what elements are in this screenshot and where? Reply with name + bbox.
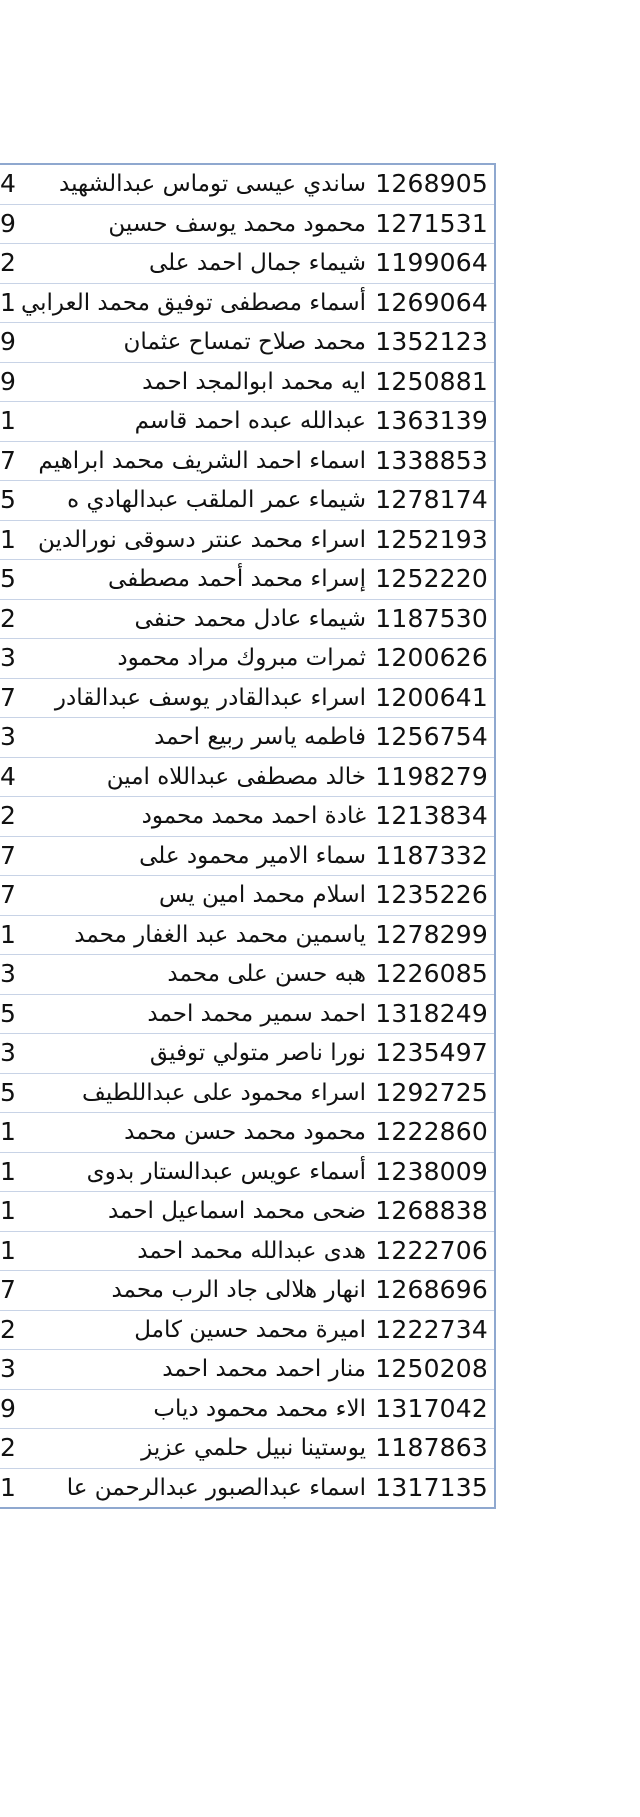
row-edge-digit: 1 bbox=[0, 287, 16, 317]
row-edge-digit: 9 bbox=[0, 1393, 16, 1423]
row-id: 1213834 bbox=[375, 801, 488, 830]
table-row bbox=[0, 205, 494, 245]
table-row bbox=[0, 758, 494, 798]
table-row bbox=[0, 165, 494, 205]
row-name: منار احمد محمد احمد bbox=[162, 1356, 366, 1382]
row-edge-digit: 7 bbox=[0, 682, 16, 712]
table-row bbox=[0, 1429, 494, 1469]
row-name: اسلام محمد امين يس bbox=[159, 882, 366, 908]
row-edge-digit: 5 bbox=[0, 485, 16, 514]
row-name: إسراء محمد أحمد مصطفى bbox=[108, 566, 366, 592]
row-id: 1250881 bbox=[375, 366, 488, 396]
table-row bbox=[0, 1232, 494, 1272]
row-edge-digit: 3 bbox=[0, 643, 16, 672]
row-edge-digit: 1 bbox=[0, 1472, 16, 1502]
row-id: 1187332 bbox=[375, 840, 488, 870]
row-id: 1200626 bbox=[375, 643, 488, 672]
row-edge-digit: 5 bbox=[0, 1077, 16, 1107]
row-edge-digit: 1 bbox=[0, 524, 16, 554]
row-edge-digit: 3 bbox=[0, 959, 16, 988]
row-name: شيماء جمال احمد على bbox=[149, 250, 366, 276]
row-id: 1238009 bbox=[375, 1156, 488, 1186]
row-name: غادة احمد محمد محمود bbox=[141, 803, 366, 829]
row-edge-digit: 7 bbox=[0, 445, 16, 475]
row-edge-digit: 9 bbox=[0, 366, 16, 396]
row-edge-digit: 7 bbox=[0, 880, 16, 909]
row-id: 1317135 bbox=[375, 1472, 488, 1502]
row-edge-digit: 9 bbox=[0, 327, 16, 356]
row-name: الاء محمد محمود دياب bbox=[153, 1395, 366, 1422]
row-id: 1278174 bbox=[375, 485, 488, 514]
row-edge-digit: 1 bbox=[0, 1156, 16, 1186]
row-id: 1256754 bbox=[375, 722, 488, 751]
table-row bbox=[0, 916, 494, 956]
row-edge-digit: 4 bbox=[0, 761, 16, 791]
row-name: أسماء مصطفى توفيق محمد العرابي bbox=[20, 289, 366, 316]
table-row bbox=[0, 1074, 494, 1114]
table-row bbox=[0, 363, 494, 403]
table-row bbox=[0, 481, 494, 521]
table-row bbox=[0, 639, 494, 679]
row-name: ياسمين محمد عبد الغفار محمد bbox=[74, 921, 366, 948]
row-id: 1317042 bbox=[375, 1393, 488, 1423]
table-row bbox=[0, 718, 494, 758]
row-name: شيماء عمر الملقب عبدالهادي ه bbox=[67, 487, 366, 513]
table-row bbox=[0, 1311, 494, 1351]
row-name: فاطمه ياسر ربيع احمد bbox=[154, 724, 366, 750]
table-row bbox=[0, 1390, 494, 1430]
table-row bbox=[0, 442, 494, 482]
row-edge-digit: 2 bbox=[0, 1433, 16, 1462]
row-edge-digit: 1 bbox=[0, 1196, 16, 1225]
row-id: 1200641 bbox=[375, 682, 488, 712]
row-edge-digit: 2 bbox=[0, 248, 16, 277]
table-row bbox=[0, 284, 494, 324]
row-name: هبه حسن على محمد bbox=[167, 961, 366, 987]
row-id: 1252193 bbox=[375, 524, 488, 554]
table-row bbox=[0, 244, 494, 284]
names-table bbox=[0, 163, 496, 1509]
row-name: اميرة محمد حسين كامل bbox=[134, 1316, 366, 1343]
row-name: نورا ناصر متولي توفيق bbox=[149, 1040, 366, 1066]
row-id: 1187530 bbox=[375, 603, 488, 633]
row-edge-digit: 1 bbox=[0, 919, 16, 949]
row-name: خالد مصطفى عبداللاه امين bbox=[106, 763, 366, 790]
table-row bbox=[0, 995, 494, 1035]
table-row bbox=[0, 679, 494, 719]
row-name: اسراء محمد عنتر دسوقى نورالدين bbox=[38, 526, 366, 553]
row-id: 1352123 bbox=[375, 327, 488, 356]
table-row bbox=[0, 402, 494, 442]
table-row bbox=[0, 323, 494, 363]
table-row bbox=[0, 1271, 494, 1311]
row-name: انهار هلالى جاد الرب محمد bbox=[111, 1277, 366, 1303]
row-name: محمود محمد حسن محمد bbox=[124, 1119, 366, 1145]
table-row bbox=[0, 521, 494, 561]
row-edge-digit: 2 bbox=[0, 1314, 16, 1344]
table-row bbox=[0, 600, 494, 640]
row-id: 1268696 bbox=[375, 1275, 488, 1304]
row-id: 1278299 bbox=[375, 919, 488, 949]
row-edge-digit: 1 bbox=[0, 406, 16, 435]
row-id: 1363139 bbox=[375, 406, 488, 435]
row-id: 1252220 bbox=[375, 564, 488, 593]
row-name: ثمرات مبروك مراد محمود bbox=[117, 645, 366, 671]
row-name: ضحى محمد اسماعيل احمد bbox=[107, 1198, 366, 1224]
row-id: 1235226 bbox=[375, 880, 488, 909]
row-name: محمود محمد يوسف حسين bbox=[108, 210, 366, 237]
table-row bbox=[0, 797, 494, 837]
table-row bbox=[0, 876, 494, 916]
row-name: سماء الامير محمود على bbox=[139, 842, 366, 869]
row-edge-digit: 3 bbox=[0, 1354, 16, 1383]
table-row bbox=[0, 1469, 494, 1508]
table-row bbox=[0, 1113, 494, 1153]
row-id: 1222734 bbox=[375, 1314, 488, 1344]
table-row bbox=[0, 560, 494, 600]
row-id: 1199064 bbox=[375, 248, 488, 277]
row-edge-digit: 7 bbox=[0, 840, 16, 870]
row-edge-digit: 1 bbox=[0, 1117, 16, 1146]
row-id: 1269064 bbox=[375, 287, 488, 317]
row-edge-digit: 4 bbox=[0, 169, 16, 198]
row-name: احمد سمير محمد احمد bbox=[147, 1000, 366, 1027]
row-edge-digit: 5 bbox=[0, 998, 16, 1028]
row-name: محمد صلاح تمساح عثمان bbox=[123, 329, 366, 355]
row-id: 1318249 bbox=[375, 998, 488, 1028]
table-row bbox=[0, 1350, 494, 1390]
table-row bbox=[0, 955, 494, 995]
row-name: شيماء عادل محمد حنفى bbox=[134, 605, 366, 632]
row-edge-digit: 7 bbox=[0, 1275, 16, 1304]
row-id: 1226085 bbox=[375, 959, 488, 988]
row-edge-digit: 2 bbox=[0, 801, 16, 830]
row-id: 1222860 bbox=[375, 1117, 488, 1146]
row-name: هدى عبدالله محمد احمد bbox=[137, 1237, 366, 1264]
row-id: 1268838 bbox=[375, 1196, 488, 1225]
row-id: 1222706 bbox=[375, 1235, 488, 1265]
row-name: اسراء عبدالقادر يوسف عبدالقادر bbox=[54, 684, 366, 711]
table-row bbox=[0, 837, 494, 877]
row-id: 1338853 bbox=[375, 445, 488, 475]
row-id: 1235497 bbox=[375, 1038, 488, 1067]
row-id: 1268905 bbox=[375, 169, 488, 198]
row-name: اسراء محمود على عبداللطيف bbox=[82, 1079, 366, 1106]
row-name: أسماء عويس عبدالستار بدوى bbox=[86, 1158, 366, 1185]
table-row bbox=[0, 1192, 494, 1232]
row-name: اسماء احمد الشريف محمد ابراهيم bbox=[38, 447, 366, 474]
row-id: 1187863 bbox=[375, 1433, 488, 1462]
row-edge-digit: 3 bbox=[0, 1038, 16, 1067]
row-id: 1292725 bbox=[375, 1077, 488, 1107]
row-edge-digit: 2 bbox=[0, 603, 16, 633]
row-name: عبدالله عبده احمد قاسم bbox=[134, 408, 366, 434]
row-id: 1198279 bbox=[375, 761, 488, 791]
table-row bbox=[0, 1153, 494, 1193]
row-id: 1271531 bbox=[375, 208, 488, 238]
row-edge-digit: 5 bbox=[0, 564, 16, 593]
row-name: ايه محمد ابوالمجد احمد bbox=[142, 368, 366, 395]
row-edge-digit: 3 bbox=[0, 722, 16, 751]
row-id: 1250208 bbox=[375, 1354, 488, 1383]
row-edge-digit: 9 bbox=[0, 208, 16, 238]
row-name: ساندي عيسى توماس عبدالشهيد bbox=[59, 171, 366, 197]
row-edge-digit: 1 bbox=[0, 1235, 16, 1265]
row-name: يوستينا نبيل حلمي عزيز bbox=[141, 1435, 366, 1461]
table-row bbox=[0, 1034, 494, 1074]
row-name: اسماء عبدالصبور عبدالرحمن عا bbox=[66, 1474, 366, 1501]
